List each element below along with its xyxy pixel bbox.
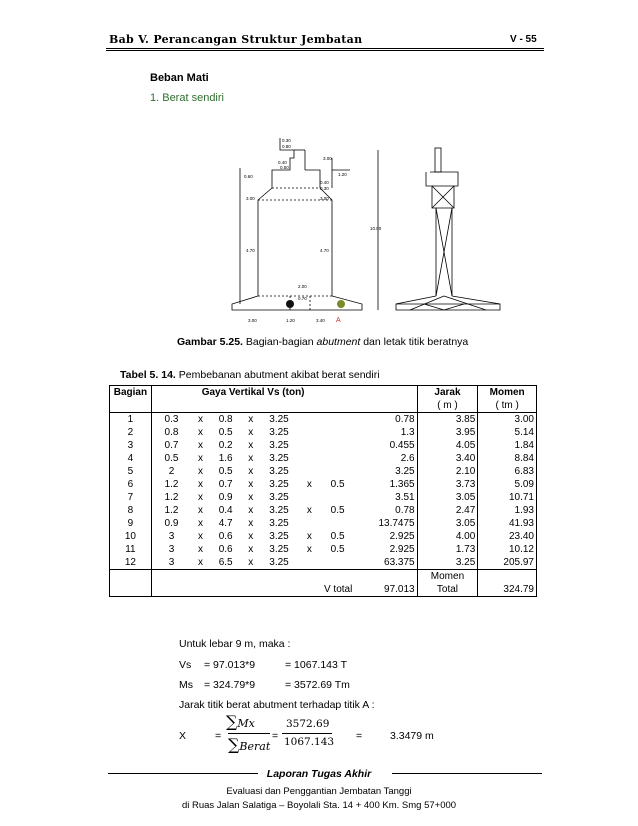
cell-a: 0.8 xyxy=(164,427,179,438)
cell-v: 3.51 xyxy=(354,491,417,504)
dim-label: 1.20 xyxy=(338,172,347,177)
cell-p: 0.8 xyxy=(218,414,233,425)
cell-j: 3.05 xyxy=(417,517,478,530)
cell-x1: x xyxy=(198,453,204,464)
table-row xyxy=(110,491,537,504)
fraction-bar-2 xyxy=(282,733,332,734)
dim-label: 3.00 xyxy=(246,196,255,201)
cell-j: 2.47 xyxy=(417,504,478,517)
eq-sign-2: = xyxy=(356,730,363,742)
cell-x3 xyxy=(298,556,321,570)
cell-a: 3 xyxy=(168,531,175,542)
cell-v: 3.25 xyxy=(354,465,417,478)
footer-line-3: di Ruas Jalan Salatiga – Boyolali Sta. 14 + 400 Km. Smg 57+000 xyxy=(181,800,457,811)
abutment-figure xyxy=(210,128,530,328)
table-row xyxy=(110,530,537,543)
dim-label: 3.40 xyxy=(316,318,325,323)
cell-f xyxy=(321,452,354,465)
cell-x1: x xyxy=(198,518,204,529)
cell-m: 3.00 xyxy=(478,413,537,427)
cell-q: 3.25 xyxy=(269,479,289,490)
cell-j: 3.05 xyxy=(417,491,478,504)
cell-b: 8 xyxy=(110,504,152,517)
cell-q: 3.25 xyxy=(269,440,289,451)
cell-j: 4.05 xyxy=(417,439,478,452)
cell-f xyxy=(321,556,354,570)
cell-f xyxy=(321,465,354,478)
cell-v: 0.78 xyxy=(354,504,417,517)
cell-x1: x xyxy=(198,544,204,555)
header-title: Bab V. Perancangan Struktur Jembatan xyxy=(109,33,363,46)
cell-a: 0.5 xyxy=(164,453,179,464)
cell-x1: x xyxy=(198,492,204,503)
table-row xyxy=(110,452,537,465)
cell-a: 0.7 xyxy=(164,440,179,451)
cell-a: 1.2 xyxy=(164,492,179,503)
cell-m: 10.71 xyxy=(478,491,537,504)
cell-x3 xyxy=(298,452,321,465)
cell-v: 13.7475 xyxy=(354,517,417,530)
cell-x3: x xyxy=(306,479,312,490)
cell-p: 0.9 xyxy=(218,492,233,503)
cell-x2: x xyxy=(248,557,254,568)
cell-b: 3 xyxy=(110,439,152,452)
cell-v: 0.78 xyxy=(354,413,417,427)
dim-label: 0.80 xyxy=(282,144,291,149)
cell-x2: x xyxy=(248,427,254,438)
dim-label: 1.20 xyxy=(286,318,295,323)
jarak-text: Jarak titik berat abutment terhadap titik A : xyxy=(179,699,375,711)
cell-x3: x xyxy=(306,505,312,516)
cell-q: 3.25 xyxy=(269,414,289,425)
cell-a: 3 xyxy=(168,557,175,568)
cell-x1: x xyxy=(198,531,204,542)
cell-v: 1.365 xyxy=(354,478,417,491)
cell-j: 3.85 xyxy=(417,413,478,427)
cell-v: 0.455 xyxy=(354,439,417,452)
numerator-value: 3572.69 xyxy=(286,718,330,730)
cell-q: 3.25 xyxy=(269,544,289,555)
cell-j: 1.73 xyxy=(417,543,478,556)
footer-line-2: Evaluasi dan Penggantian Jembatan Tanggi xyxy=(226,786,412,797)
cell-q: 3.25 xyxy=(269,492,289,503)
th-momen-unit: ( tm ) xyxy=(478,399,537,413)
cell-a: 2 xyxy=(168,466,175,477)
cell-j: 3.25 xyxy=(417,556,478,570)
cell-x1: x xyxy=(198,440,204,451)
cell-q: 3.25 xyxy=(269,453,289,464)
cell-p: 4.7 xyxy=(218,518,233,529)
cell-p: 0.7 xyxy=(218,479,233,490)
cell-a: 1.2 xyxy=(164,479,179,490)
eq-sign: = xyxy=(215,730,222,742)
cell-f: 0.5 xyxy=(330,505,345,516)
vs-result: = 1067.143 T xyxy=(285,659,347,671)
cell-x2: x xyxy=(248,505,254,516)
total-v-label: V total xyxy=(151,583,354,597)
point-a-marker xyxy=(337,300,345,308)
table-row xyxy=(110,465,537,478)
cell-m: 23.40 xyxy=(478,530,537,543)
header-rule xyxy=(106,48,544,51)
cell-x1: x xyxy=(198,479,204,490)
cell-j: 3.95 xyxy=(417,426,478,439)
cell-x1: x xyxy=(198,505,204,516)
cell-b: 11 xyxy=(110,543,152,556)
cell-f xyxy=(321,491,354,504)
sum-denominator: ∑Berat xyxy=(228,735,271,754)
cell-x2: x xyxy=(248,518,254,529)
cell-m: 5.14 xyxy=(478,426,537,439)
cell-x3: x xyxy=(306,531,312,542)
cell-m: 8.84 xyxy=(478,452,537,465)
cell-x2: x xyxy=(248,440,254,451)
table-row xyxy=(110,517,537,530)
point-a-label: A xyxy=(336,317,341,324)
figure-caption: Gambar 5.25. Bagian-bagian abutment dan letak titik beratnya xyxy=(177,336,469,348)
cell-x2: x xyxy=(248,492,254,503)
cell-v: 63.375 xyxy=(354,556,417,570)
dim-label: 3.00 xyxy=(248,318,257,323)
cell-b: 10 xyxy=(110,530,152,543)
cell-x2: x xyxy=(248,453,254,464)
cell-x3: x xyxy=(306,544,312,555)
dim-label: 0.50 xyxy=(280,165,289,170)
denominator-value: 1067.143 xyxy=(284,736,335,748)
cell-p: 0.5 xyxy=(218,427,233,438)
cell-x2: x xyxy=(248,466,254,477)
cell-x1: x xyxy=(198,466,204,477)
vs-label: Vs xyxy=(179,659,192,671)
table-row xyxy=(110,504,537,517)
th-gaya: Gaya Vertikal Vs (ton) xyxy=(151,386,354,400)
cell-f xyxy=(321,517,354,530)
total-moment-label-2: Total xyxy=(417,583,478,597)
dim-label: 0.40 xyxy=(320,180,329,185)
cell-x3 xyxy=(298,491,321,504)
cell-b: 12 xyxy=(110,556,152,570)
vs-expr: = 97.013*9 xyxy=(204,659,256,671)
cell-b: 7 xyxy=(110,491,152,504)
cell-p: 0.5 xyxy=(218,466,233,477)
cell-p: 1.6 xyxy=(218,453,233,464)
dim-label: 0.70 xyxy=(298,296,307,301)
subsection-item: 1. Berat sendiri xyxy=(150,92,224,104)
cell-q: 3.25 xyxy=(269,427,289,438)
cell-m: 6.83 xyxy=(478,465,537,478)
cell-b: 1 xyxy=(110,413,152,427)
total-v-value: 97.013 xyxy=(354,583,417,597)
cell-x3 xyxy=(298,426,321,439)
footer-title: Laporan Tugas Akhir xyxy=(266,768,372,780)
sum-numerator: ∑Mx xyxy=(226,712,255,731)
cell-j: 4.00 xyxy=(417,530,478,543)
cell-x2: x xyxy=(248,531,254,542)
dim-label: 0.60 xyxy=(244,174,253,179)
cell-a: 0.3 xyxy=(164,414,179,425)
cell-f xyxy=(321,413,354,427)
table-row xyxy=(110,543,537,556)
cell-x1: x xyxy=(198,414,204,425)
cell-b: 2 xyxy=(110,426,152,439)
cell-b: 9 xyxy=(110,517,152,530)
cell-p: 0.2 xyxy=(218,440,233,451)
dim-label: 0.40 xyxy=(278,160,287,165)
cell-x3 xyxy=(298,413,321,427)
dim-label: 4.70 xyxy=(246,248,255,253)
total-moment-label-1: Momen xyxy=(417,570,478,584)
cell-v: 1.3 xyxy=(354,426,417,439)
dim-label: 0.30 xyxy=(320,186,329,191)
cell-j: 3.73 xyxy=(417,478,478,491)
cell-j: 2.10 xyxy=(417,465,478,478)
dim-label: 3.00 xyxy=(323,156,332,161)
dim-label: 4.70 xyxy=(320,248,329,253)
cell-b: 4 xyxy=(110,452,152,465)
cell-x2: x xyxy=(248,479,254,490)
ms-expr: = 324.79*9 xyxy=(204,679,256,691)
cell-j: 3.40 xyxy=(417,452,478,465)
cell-m: 1.93 xyxy=(478,504,537,517)
table-row xyxy=(110,439,537,452)
x-label: X xyxy=(179,730,187,742)
cell-f: 0.5 xyxy=(330,544,345,555)
cell-x2: x xyxy=(248,544,254,555)
load-table xyxy=(109,385,537,597)
calc-intro: Untuk lebar 9 m, maka : xyxy=(179,638,291,650)
height-label: 10.00 xyxy=(370,226,382,231)
cell-q: 3.25 xyxy=(269,466,289,477)
centroid-marker xyxy=(286,300,294,308)
cell-p: 6.5 xyxy=(218,557,233,568)
cell-q: 3.25 xyxy=(269,531,289,542)
cell-f xyxy=(321,439,354,452)
cell-a: 1.2 xyxy=(164,505,179,516)
table-row xyxy=(110,426,537,439)
cell-f xyxy=(321,426,354,439)
cell-f: 0.5 xyxy=(330,531,345,542)
cell-m: 5.09 xyxy=(478,478,537,491)
cell-q: 3.25 xyxy=(269,505,289,516)
page-number: V - 55 xyxy=(510,34,537,45)
cell-m: 1.84 xyxy=(478,439,537,452)
cell-a: 3 xyxy=(168,544,175,555)
table-row xyxy=(110,413,537,427)
cell-p: 0.6 xyxy=(218,544,233,555)
cell-x2: x xyxy=(248,414,254,425)
cell-q: 3.25 xyxy=(269,557,289,568)
ms-result: = 3572.69 Tm xyxy=(285,679,350,691)
cell-x1: x xyxy=(198,427,204,438)
cell-a: 0.9 xyxy=(164,518,179,529)
cell-x3 xyxy=(298,439,321,452)
cell-b: 5 xyxy=(110,465,152,478)
cell-v: 2.925 xyxy=(354,543,417,556)
cell-p: 0.6 xyxy=(218,531,233,542)
dim-label: 2.00 xyxy=(298,284,307,289)
cell-m: 41.93 xyxy=(478,517,537,530)
th-jarak: Jarak xyxy=(417,386,478,400)
result-value: 3.3479 m xyxy=(390,730,434,742)
table-row xyxy=(110,478,537,491)
dim-label: 0.30 xyxy=(282,138,291,143)
th-momen: Momen xyxy=(478,386,537,400)
th-bagian: Bagian xyxy=(110,386,152,400)
cell-m: 205.97 xyxy=(478,556,537,570)
eq-sign-mid: = xyxy=(272,730,279,742)
cell-v: 2.925 xyxy=(354,530,417,543)
cell-x3 xyxy=(298,465,321,478)
table-row xyxy=(110,556,537,570)
cell-b: 6 xyxy=(110,478,152,491)
cell-p: 0.4 xyxy=(218,505,233,516)
cell-q: 3.25 xyxy=(269,518,289,529)
section-title: Beban Mati xyxy=(150,72,209,84)
cell-m: 10.12 xyxy=(478,543,537,556)
fraction-bar-1 xyxy=(228,733,270,734)
dim-label: 3.00 xyxy=(320,196,329,201)
cell-x3 xyxy=(298,517,321,530)
total-moment-value: 324.79 xyxy=(478,583,537,597)
cell-x1: x xyxy=(198,557,204,568)
cell-v: 2.6 xyxy=(354,452,417,465)
cell-f: 0.5 xyxy=(330,479,345,490)
table-caption: Tabel 5. 14. Pembebanan abutment akibat berat sendiri xyxy=(120,369,380,381)
ms-label: Ms xyxy=(179,679,193,691)
th-jarak-unit: ( m ) xyxy=(417,399,478,413)
